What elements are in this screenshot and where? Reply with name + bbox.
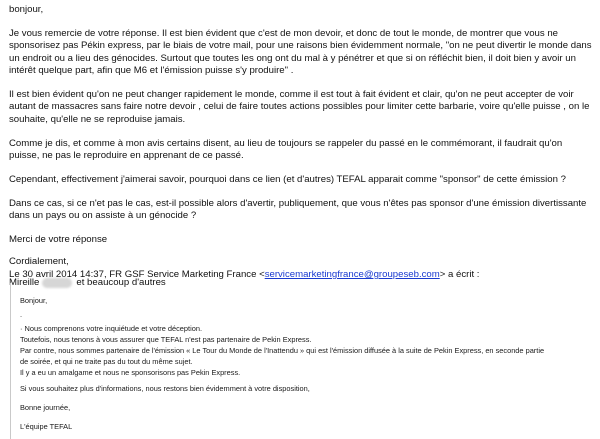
greeting: bonjour,: [9, 4, 44, 15]
quoted-line-6: Si vous souhaitez plus d'informations, nous restons bien évidemment à votre disposition,: [20, 384, 310, 393]
quoted-dot: .: [20, 310, 23, 319]
paragraph-3: Comme je dis, et comme à mon avis certains disent, au lieu de toujours se rappeler du passé en le commémorant, il faudrait qu'on puisse, ne pas le reproduire en apprenant de ce passé.: [9, 137, 563, 162]
reply-attribution: [9, 269, 479, 281]
sender-name: Mireille: [9, 277, 40, 289]
quoted-line-7: Bonne journée,: [20, 403, 71, 412]
paragraph-2: Il est bien évident qu'on ne peut changer rapidement le monde, comme il est tout à fait évident et clair, qu'on ne peut accepter de voir autant de massacres sans faire notre devoir , celui de faire toutes actions possibles pour limiter cette barbarie, voire qu'elle puisse , on le souhaite, qu'elle ne se reproduise jamais.: [9, 89, 590, 125]
closing-line: Cordialement,: [9, 255, 69, 267]
paragraph-1: Je vous remercie de votre réponse. Il est bien évident que c'est de mon devoir, et donc de tout le monde, de montrer que vous ne sponsorisez pas Pékin express, par le biais de votre mail, pour une raisons bien évidemment normale, "on ne peut divertir le monde dans un endroit ou a lieu des génocides. Surtout que toutes les ong ont du mal à y pénétrer et que si on réfléchit bien, il doit bien y avoir un intérêt quelque part, afin que M6 et l'émission puisse s'y produire" .: [9, 27, 592, 77]
thanks-line: Merci de votre réponse: [9, 234, 108, 246]
quoted-line-5: Il y a eu un amalgame et nous ne sponsorisons pas Pekin Express.: [20, 368, 241, 377]
paragraph-4: Cependant, effectivement j'aimerai savoir, pourquoi dans ce lien (et d'autres) TEFAL apparait comme "sponsor" de cette émission ?: [9, 174, 566, 186]
paragraph-5: Dans ce cas, si ce n'et pas le cas, est-il possible alors d'avertir, publiquement, que vous n'êtes pas sponsor d'une émission divertissante dans un pays ou on assiste à un génocide ?: [9, 197, 587, 222]
attribution-prefix: Le 30 avril 2014 14:37, FR GSF Service Marketing France <: [9, 269, 265, 280]
quoted-line-4: de soirée, et qui ne traite pas du tout du même sujet.: [20, 357, 193, 366]
quoted-line-2: Toutefois, nous tenons à vous assurer que TEFAL n'est pas partenaire de Pekin Express.: [20, 335, 312, 344]
quoted-greeting: Bonjour,: [20, 296, 48, 305]
email-body: [9, 4, 594, 290]
sender-suffix: et beaucoup d'autres: [76, 277, 166, 289]
quoted-signature: L'équipe TEFAL: [20, 422, 73, 431]
sender-email-link[interactable]: servicemarketingfrance@groupeseb.com: [264, 269, 440, 280]
quoted-message: [10, 283, 590, 439]
quoted-line-1: · Nous comprenons votre inquiétude et votre déception.: [20, 324, 202, 333]
quoted-line-3: Par contre, nous sommes partenaire de l'émission « Le Tour du Monde de l'Inattendu » qui est l'émission diffusée à la suite de Pekin Express, en seconde partie: [20, 346, 545, 355]
attribution-suffix: > a écrit :: [439, 269, 480, 280]
